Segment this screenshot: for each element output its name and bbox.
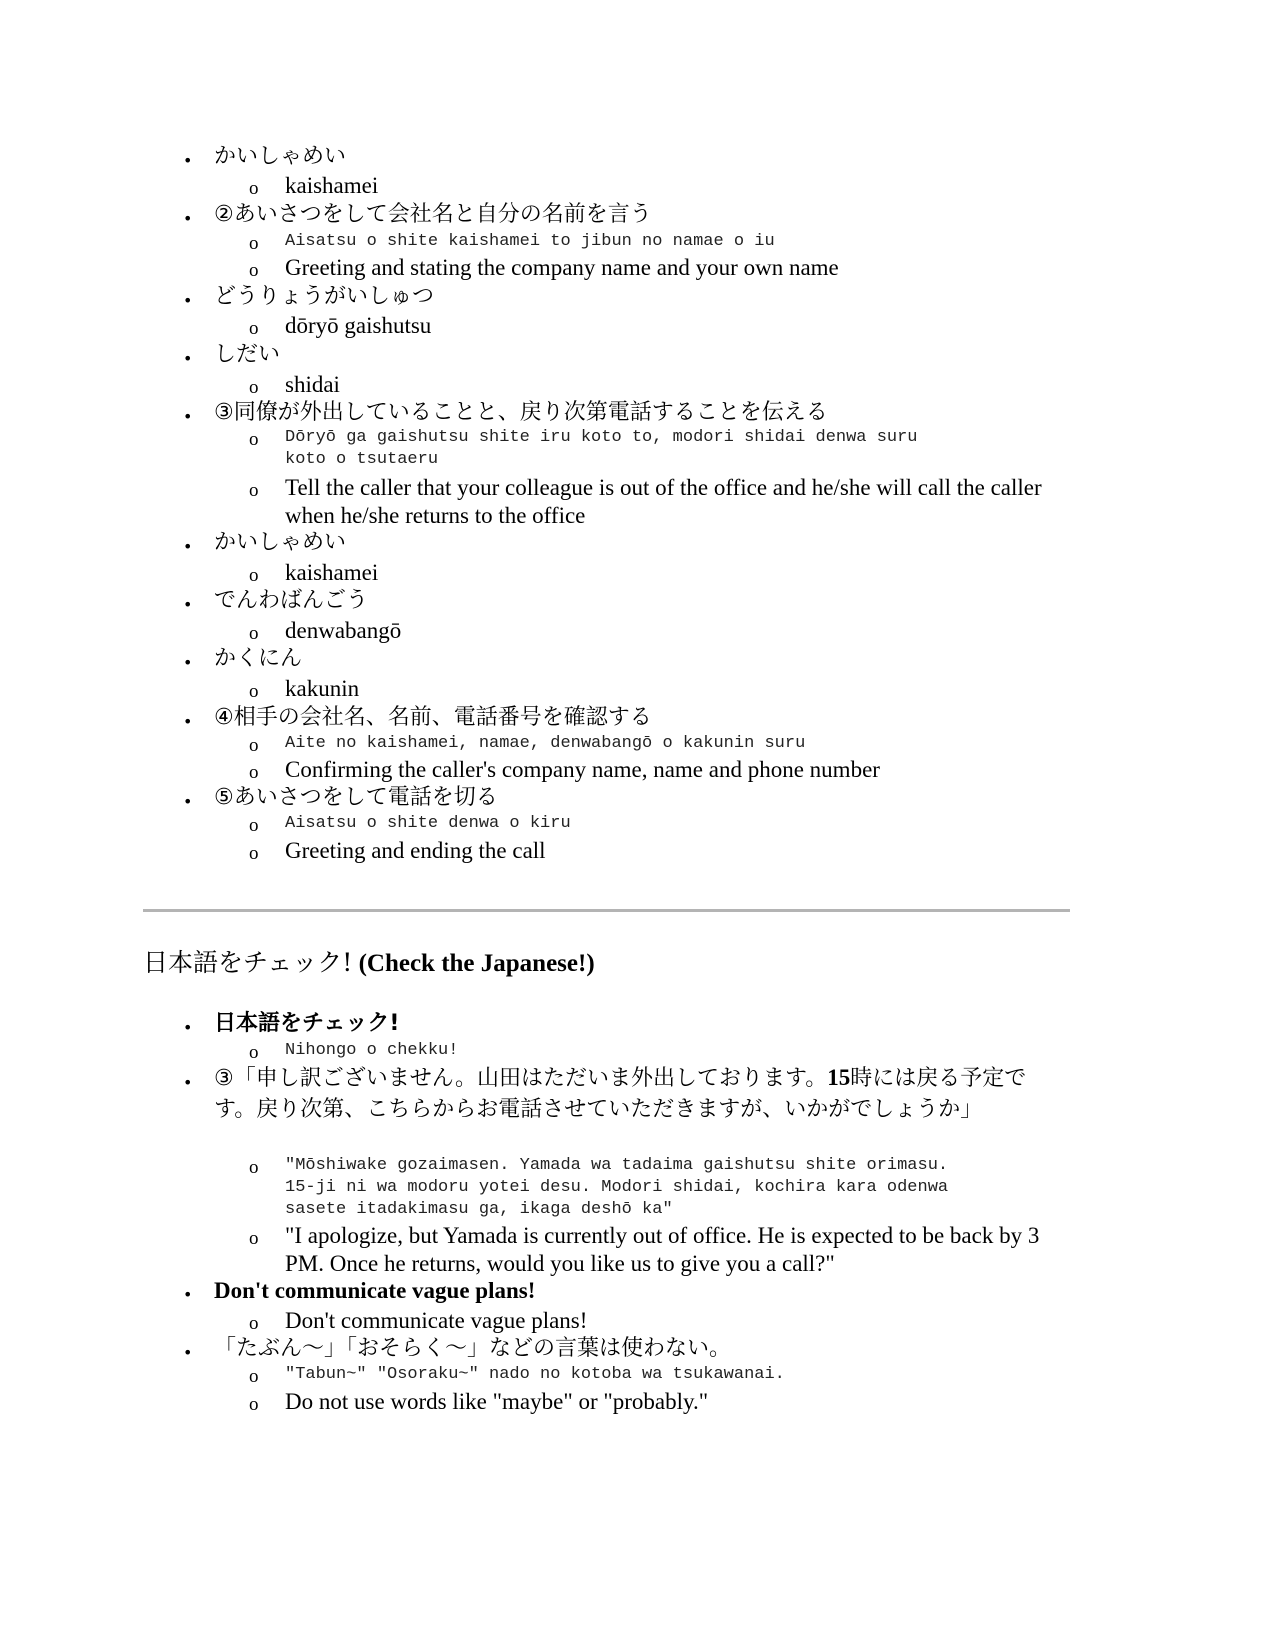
list-item-japanese: しだい: [214, 342, 281, 367]
bullet-marker: •: [183, 653, 193, 672]
list-item-romaji: "Mōshiwake gozaimasen. Yamada wa tadaima gaishutsu shite orimasu. 15-ji ni wa modoru yotei desu. Modori shidai, kochira kara odenwa sasete itadakimasu ga, ikaga deshō ka": [285, 1156, 949, 1219]
sub-bullet-marker: o: [249, 1313, 259, 1334]
bullet-marker: •: [183, 407, 193, 426]
quote-time: 15: [827, 1065, 851, 1090]
list-item-romaji: dōryō gaishutsu: [285, 313, 432, 338]
bullet-marker: •: [183, 151, 193, 170]
list-item-japanese: でんわばんごう: [214, 588, 369, 613]
quote-part-1: ③「申し訳ございません。山田はただいま外出しております。: [214, 1066, 828, 1091]
list-item-english: Don't communicate vague plans!: [214, 1278, 536, 1303]
sub-bullet-marker: o: [249, 623, 259, 644]
list-item-romaji: Aisatsu o shite kaishamei to jibun no namae o iu: [285, 232, 775, 251]
list-item-romaji: kaishamei: [285, 560, 379, 585]
sub-bullet-marker: o: [249, 178, 259, 199]
list-item-translation: Don't communicate vague plans!: [285, 1308, 588, 1333]
list-item-romaji: shidai: [285, 372, 340, 397]
sub-bullet-marker: o: [249, 480, 259, 501]
bullet-marker: •: [183, 792, 193, 811]
list-item-romaji: denwabangō: [285, 618, 402, 643]
section-heading: [143, 946, 595, 981]
bullet-marker: •: [183, 712, 193, 731]
sub-bullet-marker: o: [249, 1042, 259, 1063]
sub-bullet-marker: o: [249, 735, 259, 756]
sub-bullet-marker: o: [249, 377, 259, 398]
bullet-marker: •: [183, 595, 193, 614]
list-item-japanese: 日本語をチェック!: [214, 1011, 400, 1036]
list-item-translation: Greeting and ending the call: [285, 838, 546, 863]
sub-bullet-marker: o: [249, 681, 259, 702]
list-item-translation: Greeting and stating the company name and your own name: [285, 255, 839, 280]
sub-bullet-marker: o: [249, 260, 259, 281]
list-item-japanese: ②あいさつをして会社名と自分の名前を言う: [214, 202, 652, 227]
bullet-marker: •: [183, 349, 193, 368]
section-heading-english: (Check the Japanese!): [352, 950, 595, 977]
list-item-romaji: "Tabun~" "Osoraku~" nado no kotoba wa tsukawanai.: [285, 1365, 785, 1384]
list-item-romaji: Nihongo o chekku!: [285, 1041, 459, 1060]
sub-bullet-marker: o: [249, 1228, 259, 1249]
bullet-marker: •: [183, 291, 193, 310]
list-item-translation: Do not use words like "maybe" or "probably.": [285, 1389, 709, 1414]
list-item-japanese: 「たぶん〜」「おそらく〜」などの言葉は使わない。: [214, 1336, 732, 1361]
bullet-marker: •: [183, 1343, 193, 1362]
sub-bullet-marker: o: [249, 815, 259, 836]
bullet-marker: •: [183, 537, 193, 556]
list-item-translation: Tell the caller that your colleague is out of the office and he/she will call the caller when he/she returns to the office: [285, 475, 1042, 528]
list-item-translation: Confirming the caller's company name, name and phone number: [285, 757, 880, 782]
list-item-romaji: Dōryō ga gaishutsu shite iru koto to, modori shidai denwa suru koto o tsutaeru: [285, 428, 918, 469]
list-item-japanese: [214, 1062, 1064, 1125]
list-item-romaji: kakunin: [285, 676, 360, 701]
list-item-japanese: かいしゃめい: [214, 144, 347, 169]
bullet-marker: •: [183, 209, 193, 228]
section-divider: [143, 909, 1070, 912]
section-heading-japanese: 日本語をチェック!: [143, 948, 353, 977]
list-item-romaji: Aite no kaishamei, namae, denwabangō o kakunin suru: [285, 734, 806, 753]
list-item-japanese: かいしゃめい: [214, 530, 347, 555]
list-item-japanese: かくにん: [214, 646, 303, 671]
quote-part-2: 時には戻る予定です。戻り次第、こちらからお電話させていただきますが、いかがでしょうか」: [214, 1066, 1027, 1122]
list-item-translation: "I apologize, but Yamada is currently out of office. He is expected to be back by 3 PM. Once he returns, would you like us to give you a call?": [285, 1223, 1040, 1276]
list-item-japanese: ③同僚が外出していることと、戻り次第電話することを伝える: [214, 400, 828, 425]
sub-bullet-marker: o: [249, 318, 259, 339]
list-item-japanese: ④相手の会社名、名前、電話番号を確認する: [214, 705, 652, 730]
sub-bullet-marker: o: [249, 843, 259, 864]
sub-bullet-marker: o: [249, 1157, 259, 1178]
bullet-marker: •: [183, 1018, 193, 1037]
sub-bullet-marker: o: [249, 429, 259, 450]
bullet-marker: •: [183, 1073, 193, 1092]
list-item-japanese: どうりょうがいしゅつ: [214, 284, 435, 309]
bullet-marker: •: [183, 1285, 193, 1304]
list-item-japanese: ⑤あいさつをして電話を切る: [214, 785, 498, 810]
list-item-romaji: Aisatsu o shite denwa o kiru: [285, 814, 571, 833]
sub-bullet-marker: o: [249, 233, 259, 254]
sub-bullet-marker: o: [249, 1394, 259, 1415]
sub-bullet-marker: o: [249, 565, 259, 586]
sub-bullet-marker: o: [249, 1366, 259, 1387]
sub-bullet-marker: o: [249, 762, 259, 783]
list-item-romaji: kaishamei: [285, 173, 379, 198]
